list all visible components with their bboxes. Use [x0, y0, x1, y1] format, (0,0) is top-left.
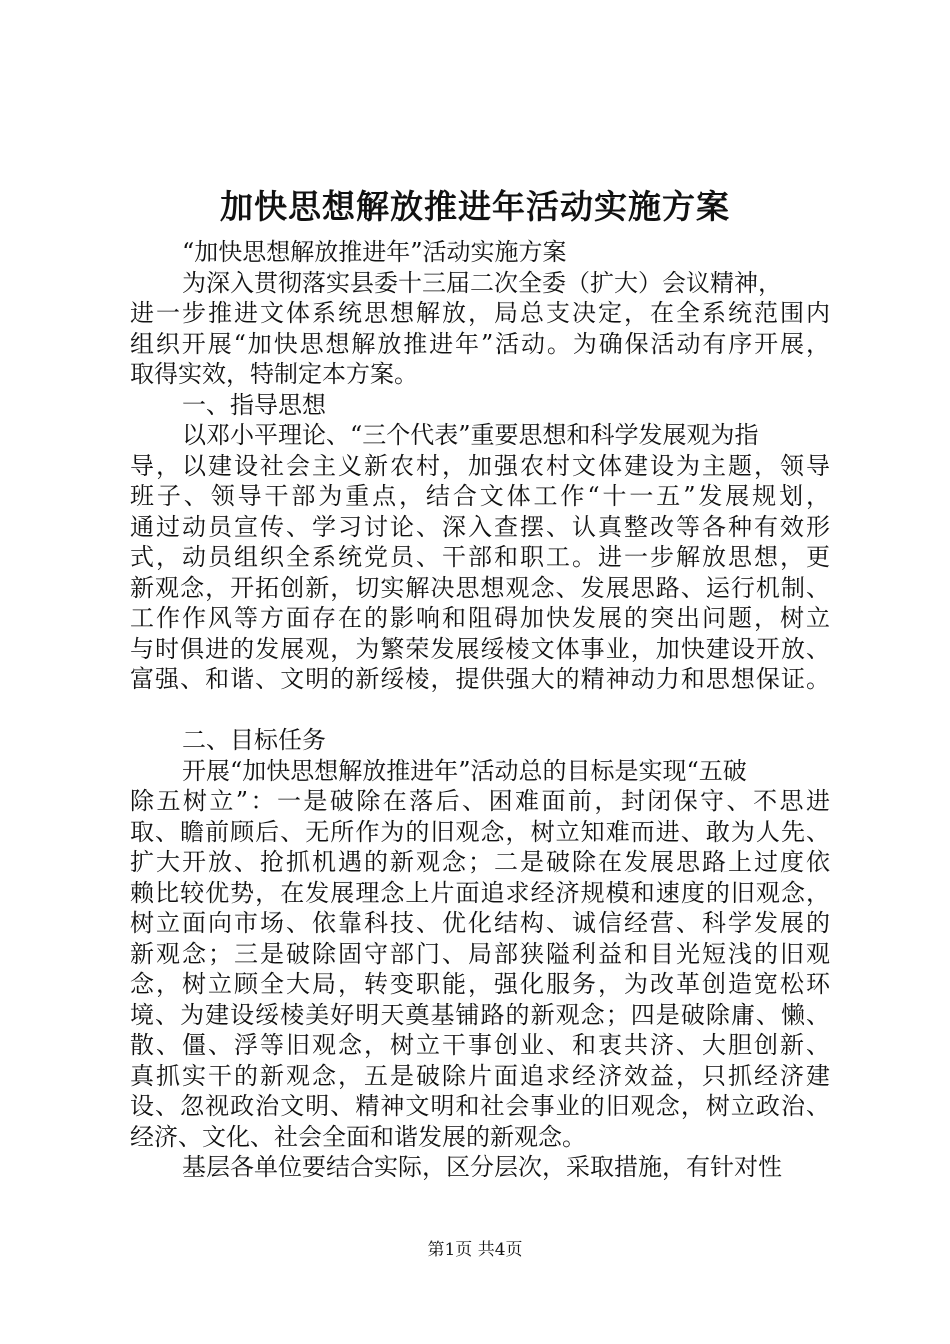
- page-number: 第1页 共4页: [427, 1240, 523, 1260]
- closing-paragraph-line: 基层各单位要结合实际，区分层次，采取措施，有针对性: [182, 1153, 782, 1181]
- section2-line: 念，树立顾全大局，转变职能，强化服务，为改革创造宽松环: [130, 970, 830, 998]
- document-body: [130, 237, 830, 1183]
- intro-line: 为深入贯彻落实县委十三届二次全委（扩大）会议精神，: [182, 268, 782, 297]
- section1-line: 新观念，开拓创新，切实解决思想观念、发展思路、运行机制、: [130, 573, 830, 602]
- section2-line: 赖比较优势，在发展理念上片面追求经济规模和速度的旧观念，: [130, 878, 830, 907]
- section1-line: 以邓小平理论、“三个代表”重要思想和科学发展观为指: [182, 421, 759, 449]
- intro-line: 取得实效，特制定本方案。: [130, 360, 418, 388]
- section1-line: 与时俱进的发展观，为繁荣发展绥棱文体事业，加快建设开放、: [130, 634, 830, 663]
- section2-line: 境、为建设绥棱美好明天奠基铺路的新观念；四是破除庸、懒、: [130, 1000, 830, 1029]
- section2-line: 新观念；三是破除固守部门、局部狭隘利益和目光短浅的旧观: [130, 939, 830, 968]
- section-heading-objectives: 二、目标任务: [182, 726, 326, 754]
- section2-line: 开展“加快思想解放推进年”活动总的目标是实现“五破: [182, 756, 747, 785]
- section2-line: 树立面向市场、依靠科技、优化结构、诚信经营、科学发展的: [130, 909, 830, 937]
- section1-line: 班子、领导干部为重点，结合文体工作“十一五”发展规划，: [130, 482, 830, 510]
- section1-line: 通过动员宣传、学习讨论、深入查摆、认真整改等各种有效形: [130, 512, 830, 541]
- subtitle-line: “加快思想解放推进年”活动实施方案: [182, 238, 567, 266]
- section1-line: 式，动员组织全系统党员、干部和职工。进一步解放思想，更: [130, 543, 830, 571]
- section2-line: 真抓实干的新观念，五是破除片面追求经济效益，只抓经济建: [130, 1061, 830, 1090]
- blank-line: [130, 695, 830, 726]
- section2-line: 取、瞻前顾后、无所作为的旧观念，树立知难而进、敢为人先、: [130, 817, 830, 846]
- section2-line: 散、僵、浮等旧观念，树立干事创业、和衷共济、大胆创新、: [130, 1031, 830, 1059]
- section-heading-guiding-ideology: 一、指导思想: [182, 390, 326, 419]
- section2-line: 设、忽视政治文明、精神文明和社会事业的旧观念，树立政治、: [130, 1092, 830, 1120]
- document-title: 加快思想解放推进年活动实施方案: [220, 187, 730, 226]
- section2-line: 经济、文化、社会全面和谐发展的新观念。: [130, 1122, 586, 1151]
- section1-line: 导，以建设社会主义新农村，加强农村文体建设为主题，领导: [130, 451, 830, 480]
- intro-line: 组织开展“加快思想解放推进年”活动。为确保活动有序开展，: [130, 329, 830, 358]
- section1-line: 富强、和谐、文明的新绥棱，提供强大的精神动力和思想保证。: [130, 665, 830, 693]
- intro-line: 进一步推进文体系统思想解放，局总支决定，在全系统范围内: [130, 299, 830, 327]
- section2-line: 扩大开放、抢抓机遇的新观念；二是破除在发展思路上过度依: [130, 848, 830, 876]
- section1-line: 工作作风等方面存在的影响和阻碍加快发展的突出问题，树立: [130, 604, 830, 632]
- section2-line: 除五树立”：一是破除在落后、困难面前，封闭保守、不思进: [130, 787, 830, 815]
